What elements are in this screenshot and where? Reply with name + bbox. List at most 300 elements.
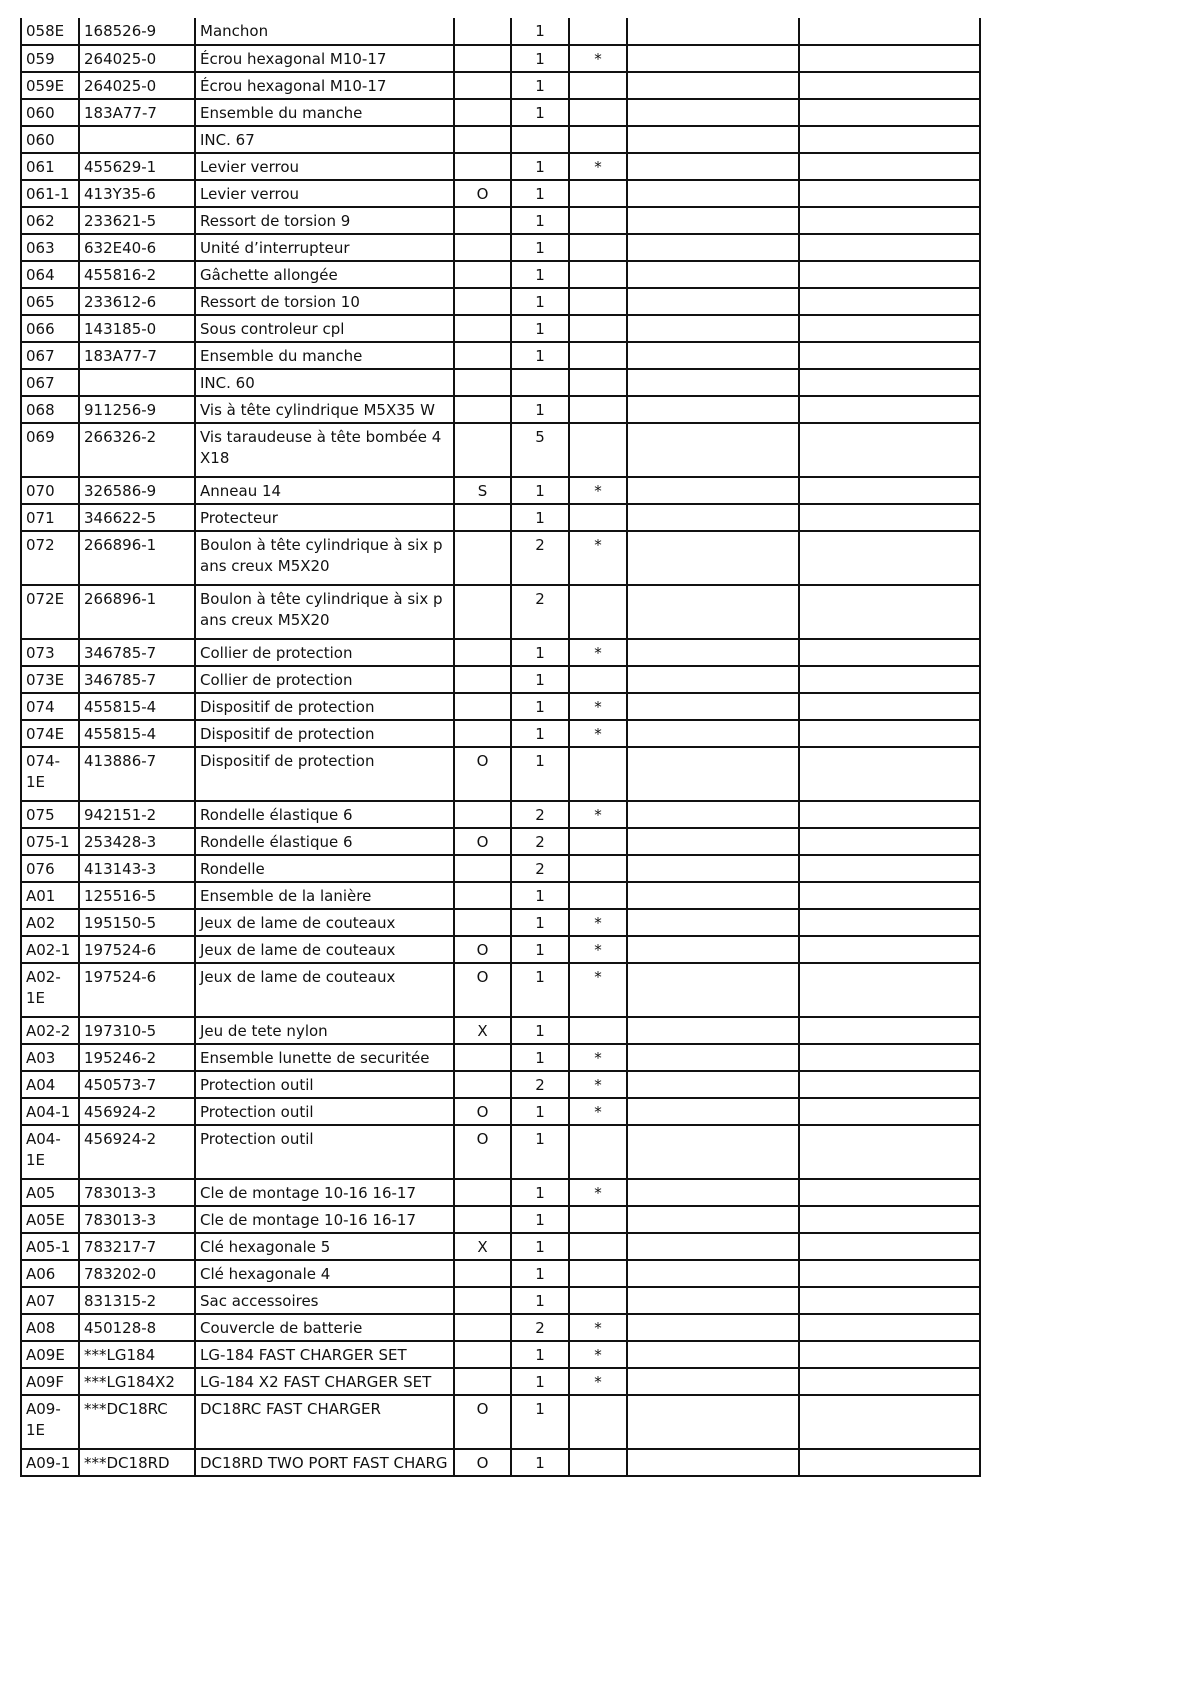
quantity: 1 (511, 1341, 569, 1368)
blank-cell (627, 747, 799, 801)
quantity: 1 (511, 504, 569, 531)
quantity: 1 (511, 963, 569, 1017)
quantity: 1 (511, 1260, 569, 1287)
option-flag (454, 153, 511, 180)
part-number: 197310-5 (79, 1017, 195, 1044)
item-number: 076 (21, 855, 79, 882)
item-number: 067 (21, 369, 79, 396)
part-number: 326586-9 (79, 477, 195, 504)
description: Dispositif de protection (195, 693, 454, 720)
table-row (21, 531, 980, 585)
table-row (21, 882, 980, 909)
mark: * (569, 153, 627, 180)
table-row (21, 1206, 980, 1233)
part-number: 253428-3 (79, 828, 195, 855)
table-row (21, 1017, 980, 1044)
part-number: 455815-4 (79, 693, 195, 720)
table-row (21, 720, 980, 747)
description: Rondelle élastique 6 (195, 828, 454, 855)
option-flag: O (454, 936, 511, 963)
part-number: 195150-5 (79, 909, 195, 936)
description: Ensemble de la lanière (195, 882, 454, 909)
blank-cell (627, 423, 799, 477)
item-number: A09-1E (21, 1395, 79, 1449)
quantity: 2 (511, 855, 569, 882)
mark: * (569, 1341, 627, 1368)
table-row (21, 504, 980, 531)
blank-cell (799, 1098, 980, 1125)
item-number: A09E (21, 1341, 79, 1368)
blank-cell (627, 342, 799, 369)
part-number: 346622-5 (79, 504, 195, 531)
blank-cell (627, 909, 799, 936)
item-number: A01 (21, 882, 79, 909)
mark (569, 99, 627, 126)
blank-cell (799, 1368, 980, 1395)
quantity: 1 (511, 1098, 569, 1125)
blank-cell (799, 261, 980, 288)
table-row (21, 207, 980, 234)
blank-cell (799, 1044, 980, 1071)
blank-cell (799, 882, 980, 909)
blank-cell (627, 369, 799, 396)
option-flag: S (454, 477, 511, 504)
part-number: 450573-7 (79, 1071, 195, 1098)
part-number: 783202-0 (79, 1260, 195, 1287)
mark (569, 288, 627, 315)
mark (569, 126, 627, 153)
mark: * (569, 720, 627, 747)
part-number: 233621-5 (79, 207, 195, 234)
blank-cell (799, 1233, 980, 1260)
quantity: 1 (511, 720, 569, 747)
part-number: ***LG184X2 (79, 1368, 195, 1395)
table-row (21, 342, 980, 369)
item-number: 063 (21, 234, 79, 261)
mark: * (569, 1044, 627, 1071)
description: Clé hexagonale 4 (195, 1260, 454, 1287)
parts-table-body (21, 18, 980, 1476)
table-row (21, 909, 980, 936)
mark: * (569, 1071, 627, 1098)
option-flag: O (454, 1125, 511, 1179)
part-number: 197524-6 (79, 936, 195, 963)
description: INC. 60 (195, 369, 454, 396)
option-flag: O (454, 747, 511, 801)
blank-cell (799, 801, 980, 828)
description: Anneau 14 (195, 477, 454, 504)
blank-cell (627, 1125, 799, 1179)
quantity: 1 (511, 1287, 569, 1314)
blank-cell (627, 1341, 799, 1368)
mark (569, 315, 627, 342)
quantity: 1 (511, 1044, 569, 1071)
blank-cell (799, 234, 980, 261)
part-number: 413886-7 (79, 747, 195, 801)
blank-cell (799, 1395, 980, 1449)
item-number: A09-1 (21, 1449, 79, 1476)
option-flag: O (454, 828, 511, 855)
part-number: 783013-3 (79, 1206, 195, 1233)
part-number: 266326-2 (79, 423, 195, 477)
blank-cell (627, 855, 799, 882)
quantity: 2 (511, 531, 569, 585)
mark (569, 828, 627, 855)
blank-cell (627, 234, 799, 261)
option-flag (454, 99, 511, 126)
mark: * (569, 477, 627, 504)
item-number: 062 (21, 207, 79, 234)
option-flag (454, 1341, 511, 1368)
option-flag: X (454, 1233, 511, 1260)
blank-cell (627, 963, 799, 1017)
description: Cle de montage 10-16 16-17 (195, 1206, 454, 1233)
item-number: 069 (21, 423, 79, 477)
option-flag (454, 585, 511, 639)
part-number: 456924-2 (79, 1098, 195, 1125)
item-number: 058E (21, 18, 79, 45)
description: Boulon à tête cylindrique à six pans creux M5X20 (195, 531, 454, 585)
blank-cell (627, 936, 799, 963)
option-flag (454, 1206, 511, 1233)
table-row (21, 45, 980, 72)
mark (569, 18, 627, 45)
blank-cell (627, 720, 799, 747)
blank-cell (627, 261, 799, 288)
blank-cell (627, 1233, 799, 1260)
quantity: 1 (511, 234, 569, 261)
quantity: 2 (511, 801, 569, 828)
part-number: 456924-2 (79, 1125, 195, 1179)
mark (569, 666, 627, 693)
item-number: A05E (21, 1206, 79, 1233)
mark: * (569, 1179, 627, 1206)
blank-cell (799, 180, 980, 207)
description: Sous controleur cpl (195, 315, 454, 342)
option-flag (454, 1044, 511, 1071)
blank-cell (799, 315, 980, 342)
description: Boulon à tête cylindrique à six pans creux M5X20 (195, 585, 454, 639)
table-row (21, 288, 980, 315)
quantity: 1 (511, 666, 569, 693)
description: Dispositif de protection (195, 747, 454, 801)
quantity: 1 (511, 153, 569, 180)
table-row (21, 1260, 980, 1287)
item-number: 073 (21, 639, 79, 666)
table-row (21, 1314, 980, 1341)
description: DC18RC FAST CHARGER (195, 1395, 454, 1449)
option-flag (454, 801, 511, 828)
quantity: 1 (511, 477, 569, 504)
blank-cell (627, 45, 799, 72)
description: INC. 67 (195, 126, 454, 153)
option-flag (454, 207, 511, 234)
mark (569, 261, 627, 288)
blank-cell (799, 720, 980, 747)
option-flag (454, 369, 511, 396)
quantity: 1 (511, 1233, 569, 1260)
blank-cell (627, 1098, 799, 1125)
table-row (21, 1233, 980, 1260)
item-number: A03 (21, 1044, 79, 1071)
mark (569, 180, 627, 207)
blank-cell (627, 1287, 799, 1314)
mark (569, 207, 627, 234)
part-number: ***LG184 (79, 1341, 195, 1368)
option-flag (454, 1287, 511, 1314)
blank-cell (799, 1341, 980, 1368)
mark: * (569, 1314, 627, 1341)
description: Ensemble du manche (195, 99, 454, 126)
blank-cell (799, 504, 980, 531)
description: Jeux de lame de couteaux (195, 909, 454, 936)
part-number: 266896-1 (79, 585, 195, 639)
blank-cell (799, 423, 980, 477)
quantity: 1 (511, 1395, 569, 1449)
blank-cell (627, 396, 799, 423)
item-number: 060 (21, 99, 79, 126)
part-number: 455816-2 (79, 261, 195, 288)
part-number: 233612-6 (79, 288, 195, 315)
item-number: A06 (21, 1260, 79, 1287)
blank-cell (627, 99, 799, 126)
item-number: 074 (21, 693, 79, 720)
blank-cell (627, 1017, 799, 1044)
item-number: 065 (21, 288, 79, 315)
mark (569, 1125, 627, 1179)
part-number: 346785-7 (79, 666, 195, 693)
description: Écrou hexagonal M10-17 (195, 72, 454, 99)
description: Jeux de lame de couteaux (195, 936, 454, 963)
mark (569, 1206, 627, 1233)
table-row (21, 153, 980, 180)
blank-cell (799, 18, 980, 45)
option-flag: O (454, 1395, 511, 1449)
option-flag (454, 423, 511, 477)
option-flag (454, 882, 511, 909)
option-flag (454, 45, 511, 72)
mark (569, 369, 627, 396)
description: Dispositif de protection (195, 720, 454, 747)
part-number: 413143-3 (79, 855, 195, 882)
item-number: A02-2 (21, 1017, 79, 1044)
description: Ensemble lunette de securitée (195, 1044, 454, 1071)
blank-cell (627, 1449, 799, 1476)
mark (569, 1233, 627, 1260)
part-number: 183A77-7 (79, 99, 195, 126)
blank-cell (627, 828, 799, 855)
option-flag (454, 1071, 511, 1098)
part-number: 455629-1 (79, 153, 195, 180)
table-row (21, 1449, 980, 1476)
blank-cell (627, 1314, 799, 1341)
blank-cell (627, 126, 799, 153)
blank-cell (799, 585, 980, 639)
parts-list-sheet (20, 18, 981, 1477)
mark (569, 1287, 627, 1314)
option-flag (454, 261, 511, 288)
part-number: 450128-8 (79, 1314, 195, 1341)
item-number: 074E (21, 720, 79, 747)
blank-cell (799, 207, 980, 234)
blank-cell (799, 963, 980, 1017)
part-number: 266896-1 (79, 531, 195, 585)
part-number: 911256-9 (79, 396, 195, 423)
quantity: 1 (511, 1206, 569, 1233)
blank-cell (627, 1071, 799, 1098)
part-number (79, 369, 195, 396)
blank-cell (799, 828, 980, 855)
table-row (21, 1341, 980, 1368)
blank-cell (627, 1044, 799, 1071)
table-row (21, 1179, 980, 1206)
mark (569, 1395, 627, 1449)
table-row (21, 1098, 980, 1125)
option-flag (454, 693, 511, 720)
part-number: 632E40-6 (79, 234, 195, 261)
item-number: 072 (21, 531, 79, 585)
option-flag (454, 1368, 511, 1395)
table-row (21, 828, 980, 855)
part-number (79, 126, 195, 153)
mark (569, 747, 627, 801)
blank-cell (799, 288, 980, 315)
item-number: 067 (21, 342, 79, 369)
blank-cell (799, 909, 980, 936)
item-number: A02-1E (21, 963, 79, 1017)
blank-cell (799, 936, 980, 963)
quantity: 1 (511, 342, 569, 369)
description: Manchon (195, 18, 454, 45)
option-flag: O (454, 1449, 511, 1476)
quantity: 1 (511, 1179, 569, 1206)
blank-cell (799, 1449, 980, 1476)
description: LG-184 X2 FAST CHARGER SET (195, 1368, 454, 1395)
mark (569, 72, 627, 99)
part-number: 783013-3 (79, 1179, 195, 1206)
blank-cell (627, 72, 799, 99)
option-flag (454, 342, 511, 369)
table-row (21, 747, 980, 801)
item-number: A04-1E (21, 1125, 79, 1179)
mark: * (569, 936, 627, 963)
option-flag (454, 720, 511, 747)
blank-cell (627, 1206, 799, 1233)
item-number: A05 (21, 1179, 79, 1206)
description: Écrou hexagonal M10-17 (195, 45, 454, 72)
description: Collier de protection (195, 666, 454, 693)
blank-cell (799, 99, 980, 126)
blank-cell (799, 369, 980, 396)
option-flag (454, 639, 511, 666)
description: Cle de montage 10-16 16-17 (195, 1179, 454, 1206)
option-flag (454, 396, 511, 423)
table-row (21, 1395, 980, 1449)
mark: * (569, 45, 627, 72)
blank-cell (799, 396, 980, 423)
table-row (21, 261, 980, 288)
option-flag: O (454, 1098, 511, 1125)
quantity: 1 (511, 72, 569, 99)
option-flag (454, 72, 511, 99)
item-number: A08 (21, 1314, 79, 1341)
quantity: 1 (511, 747, 569, 801)
mark (569, 396, 627, 423)
option-flag (454, 855, 511, 882)
quantity: 2 (511, 1071, 569, 1098)
blank-cell (627, 180, 799, 207)
blank-cell (799, 1179, 980, 1206)
mark: * (569, 693, 627, 720)
quantity: 1 (511, 315, 569, 342)
description: Collier de protection (195, 639, 454, 666)
blank-cell (627, 18, 799, 45)
table-row (21, 72, 980, 99)
mark: * (569, 909, 627, 936)
quantity: 1 (511, 936, 569, 963)
option-flag (454, 1260, 511, 1287)
item-number: A05-1 (21, 1233, 79, 1260)
quantity: 1 (511, 45, 569, 72)
quantity: 2 (511, 585, 569, 639)
quantity: 1 (511, 207, 569, 234)
description: DC18RD TWO PORT FAST CHARG (195, 1449, 454, 1476)
blank-cell (799, 1125, 980, 1179)
description: Gâchette allongée (195, 261, 454, 288)
option-flag (454, 288, 511, 315)
quantity: 1 (511, 261, 569, 288)
option-flag: X (454, 1017, 511, 1044)
item-number: 059 (21, 45, 79, 72)
blank-cell (627, 477, 799, 504)
item-number: A07 (21, 1287, 79, 1314)
table-row (21, 1368, 980, 1395)
description: Ensemble du manche (195, 342, 454, 369)
blank-cell (627, 288, 799, 315)
table-row (21, 369, 980, 396)
part-number: ***DC18RD (79, 1449, 195, 1476)
mark (569, 1449, 627, 1476)
part-number: 346785-7 (79, 639, 195, 666)
blank-cell (799, 477, 980, 504)
description: Protecteur (195, 504, 454, 531)
mark: * (569, 963, 627, 1017)
quantity: 1 (511, 909, 569, 936)
quantity: 1 (511, 1449, 569, 1476)
option-flag (454, 1179, 511, 1206)
blank-cell (799, 1260, 980, 1287)
quantity: 1 (511, 180, 569, 207)
item-number: 064 (21, 261, 79, 288)
blank-cell (799, 639, 980, 666)
part-number: 125516-5 (79, 882, 195, 909)
part-number: ***DC18RC (79, 1395, 195, 1449)
description: Protection outil (195, 1071, 454, 1098)
option-flag (454, 504, 511, 531)
description: Couvercle de batterie (195, 1314, 454, 1341)
blank-cell (627, 315, 799, 342)
mark (569, 1260, 627, 1287)
blank-cell (627, 1368, 799, 1395)
item-number: 059E (21, 72, 79, 99)
table-row (21, 963, 980, 1017)
description: Rondelle (195, 855, 454, 882)
quantity (511, 369, 569, 396)
description: Levier verrou (195, 180, 454, 207)
table-row (21, 1287, 980, 1314)
option-flag (454, 126, 511, 153)
mark (569, 504, 627, 531)
